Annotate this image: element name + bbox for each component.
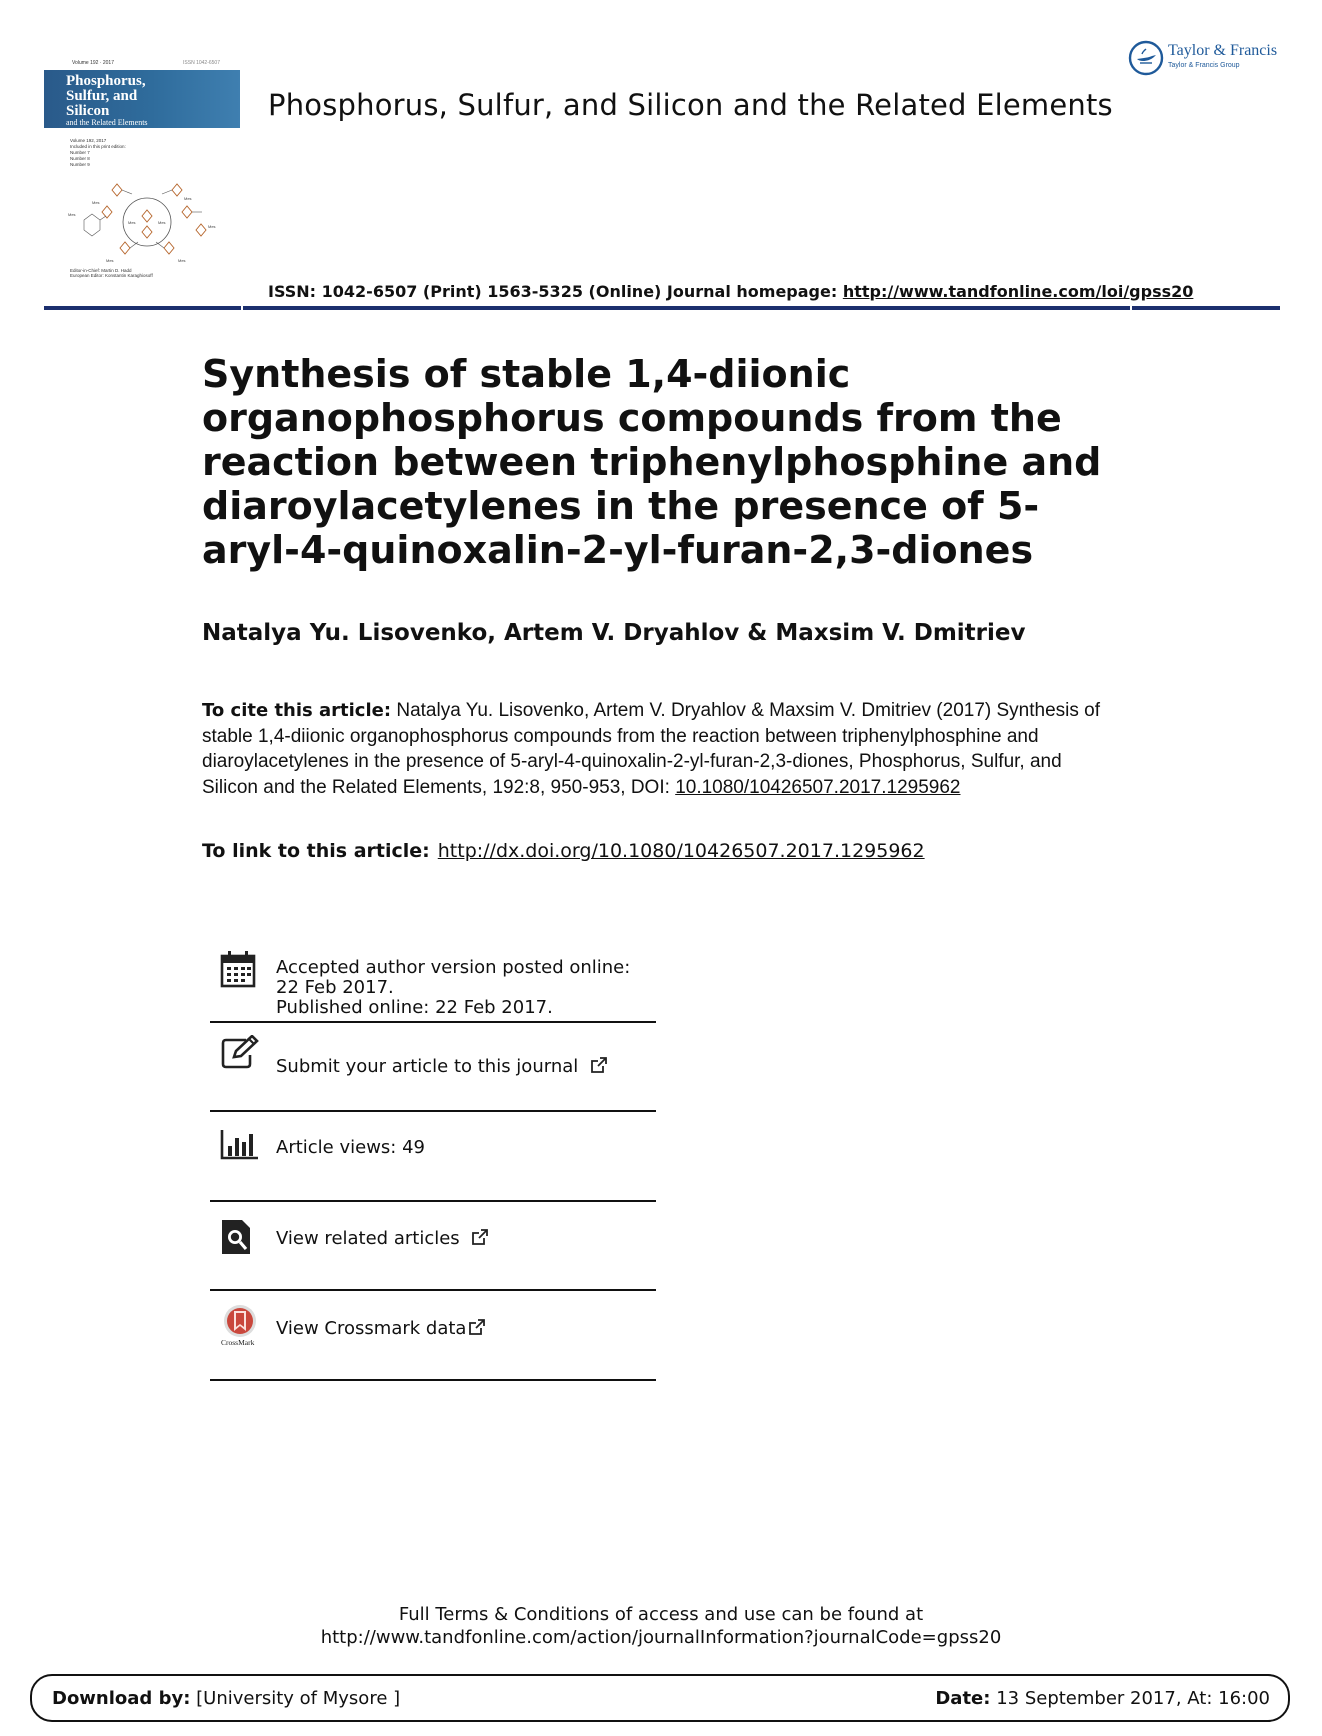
download-by — [52, 1688, 400, 1709]
download-date-label: Date: — [935, 1688, 991, 1709]
published-date: Published online: 22 Feb 2017. — [276, 997, 553, 1018]
svg-text:Mes: Mes — [92, 200, 100, 205]
download-by-value: [University of Mysore ] — [190, 1688, 401, 1709]
terms-line: Full Terms & Conditions of access and use can be found at — [398, 1604, 924, 1625]
submit-article-link[interactable] — [276, 1056, 608, 1077]
submit-article-row[interactable] — [210, 1023, 656, 1112]
download-info-bar — [30, 1674, 1290, 1722]
crossmark-link[interactable] — [276, 1318, 486, 1339]
download-date-value: 13 September 2017, At: 16:00 — [990, 1688, 1270, 1709]
cover-issn: ISSN 1042-6507 — [183, 60, 220, 66]
cover-detail-line: Number 7 — [70, 150, 90, 155]
article-title: Synthesis of stable 1,4-diionic organophosphorus compounds from the reaction between triphenylphosphine and diaroylacetylenes in the presence of 5-aryl-4-quinoxalin-2-yl-furan-2,3-diones — [202, 352, 1102, 572]
article-views: Article views: 49 — [276, 1137, 425, 1158]
cover-volume-line: Volume 192 · 2017 — [72, 60, 114, 66]
header-divider — [44, 306, 1280, 310]
article-authors: Natalya Yu. Lisovenko, Artem V. Dryahlov & Maxsim V. Dmitriev — [202, 620, 1026, 646]
related-articles-row[interactable] — [210, 1202, 656, 1291]
terms-url-link[interactable]: http://www.tandfonline.com/action/journalInformation?journalCode=gpss20 — [320, 1627, 1002, 1648]
svg-text:Mes: Mes — [178, 258, 186, 263]
citation-block — [202, 698, 1102, 800]
related-articles-link[interactable] — [276, 1228, 489, 1249]
article-link-label: To link to this article: — [202, 840, 430, 862]
citation-text: Natalya Yu. Lisovenko, Artem V. Dryahlov & Maxsim V. Dmitriev (2017) Synthesis of stable 1,4-diionic organophosphorus compounds from the reaction between triphenylphosphine and diaroylacetylenes in the presence of 5-aryl-4-quinoxalin-2-yl-furan-2,3-diones, Phosphorus, Sulfur, and Silicon and the Related Elements, 192:8, 950-953, DOI: — [202, 700, 1100, 798]
accepted-date: Accepted author version posted online: 22 Feb 2017. — [276, 957, 631, 998]
publisher-group: Taylor & Francis Group — [1168, 62, 1240, 69]
submit-article-label: Submit your article to this journal — [276, 1056, 579, 1077]
publisher-logo[interactable] — [1128, 38, 1288, 78]
article-views-row — [210, 1112, 656, 1202]
citation-label: To cite this article: — [202, 700, 392, 721]
related-articles-label: View related articles — [276, 1228, 460, 1249]
document-search-icon — [220, 1218, 254, 1256]
cover-detail-line: Included in this print edition: — [70, 144, 126, 149]
external-link-icon — [590, 1056, 608, 1074]
taylor-francis-lamp-icon — [1128, 40, 1164, 76]
article-info-list — [210, 944, 656, 1381]
journal-homepage-link[interactable]: http://www.tandfonline.com/loi/gpss20 — [842, 282, 1194, 301]
publication-dates-row — [210, 944, 656, 1023]
crossmark-row[interactable] — [210, 1291, 656, 1381]
download-date — [935, 1688, 1270, 1709]
cover-editor-line: Editor-in-Chief: Martin D. Hadd — [70, 268, 132, 273]
cover-detail-line: Number 9 — [70, 162, 90, 167]
header-divider-gap — [1130, 304, 1132, 312]
svg-text:Mes: Mes — [68, 212, 76, 217]
cover-detail-line: Volume 192, 2017 — [70, 138, 107, 143]
header-divider-gap — [241, 304, 243, 312]
svg-text:Mes: Mes — [106, 258, 114, 263]
journal-name: Phosphorus, Sulfur, and Silicon and the Related Elements — [268, 88, 1113, 122]
crossmark-label: View Crossmark data — [276, 1318, 467, 1339]
external-link-icon — [468, 1318, 486, 1336]
citation-doi-link[interactable]: 10.1080/10426507.2017.1295962 — [675, 776, 961, 798]
crossmark-icon — [220, 1303, 262, 1347]
bar-chart-icon — [220, 1128, 260, 1160]
cover-details — [70, 138, 126, 168]
cover-editors — [70, 268, 153, 278]
publisher-name: Taylor & Francis — [1168, 42, 1278, 59]
cover-chemical-structure-illustration — [62, 176, 232, 268]
svg-text:Mes: Mes — [208, 224, 216, 229]
article-link-line — [202, 840, 925, 862]
calendar-icon — [220, 950, 256, 988]
cover-title-line: Silicon — [66, 103, 110, 119]
journal-cover-thumbnail — [44, 58, 240, 278]
cover-subtitle: and the Related Elements — [66, 118, 148, 127]
crossmark-logo-text: CrossMark — [221, 1338, 255, 1347]
issn-homepage-line — [268, 282, 1193, 301]
svg-text:Mes: Mes — [184, 196, 192, 201]
external-link-icon — [471, 1228, 489, 1246]
cover-editor-line: European Editor: Konstantin Karaghiosoff — [70, 273, 153, 278]
terms-notice — [0, 1603, 1322, 1649]
cover-title-line: Sulfur, and — [66, 88, 138, 104]
article-doi-url-link[interactable]: http://dx.doi.org/10.1080/10426507.2017.1295962 — [437, 840, 925, 862]
svg-text:Mes: Mes — [158, 220, 166, 225]
cover-detail-line: Number 8 — [70, 156, 90, 161]
cover-title — [66, 74, 236, 119]
publication-dates — [276, 958, 656, 1018]
svg-text:Mes: Mes — [128, 220, 136, 225]
edit-pencil-icon — [220, 1035, 260, 1069]
cover-top-strip — [44, 58, 240, 70]
issn-text: ISSN: 1042-6507 (Print) 1563-5325 (Online) Journal homepage: — [268, 282, 843, 301]
download-by-label: Download by: — [52, 1688, 191, 1709]
cover-title-line: Phosphorus, — [66, 73, 146, 89]
